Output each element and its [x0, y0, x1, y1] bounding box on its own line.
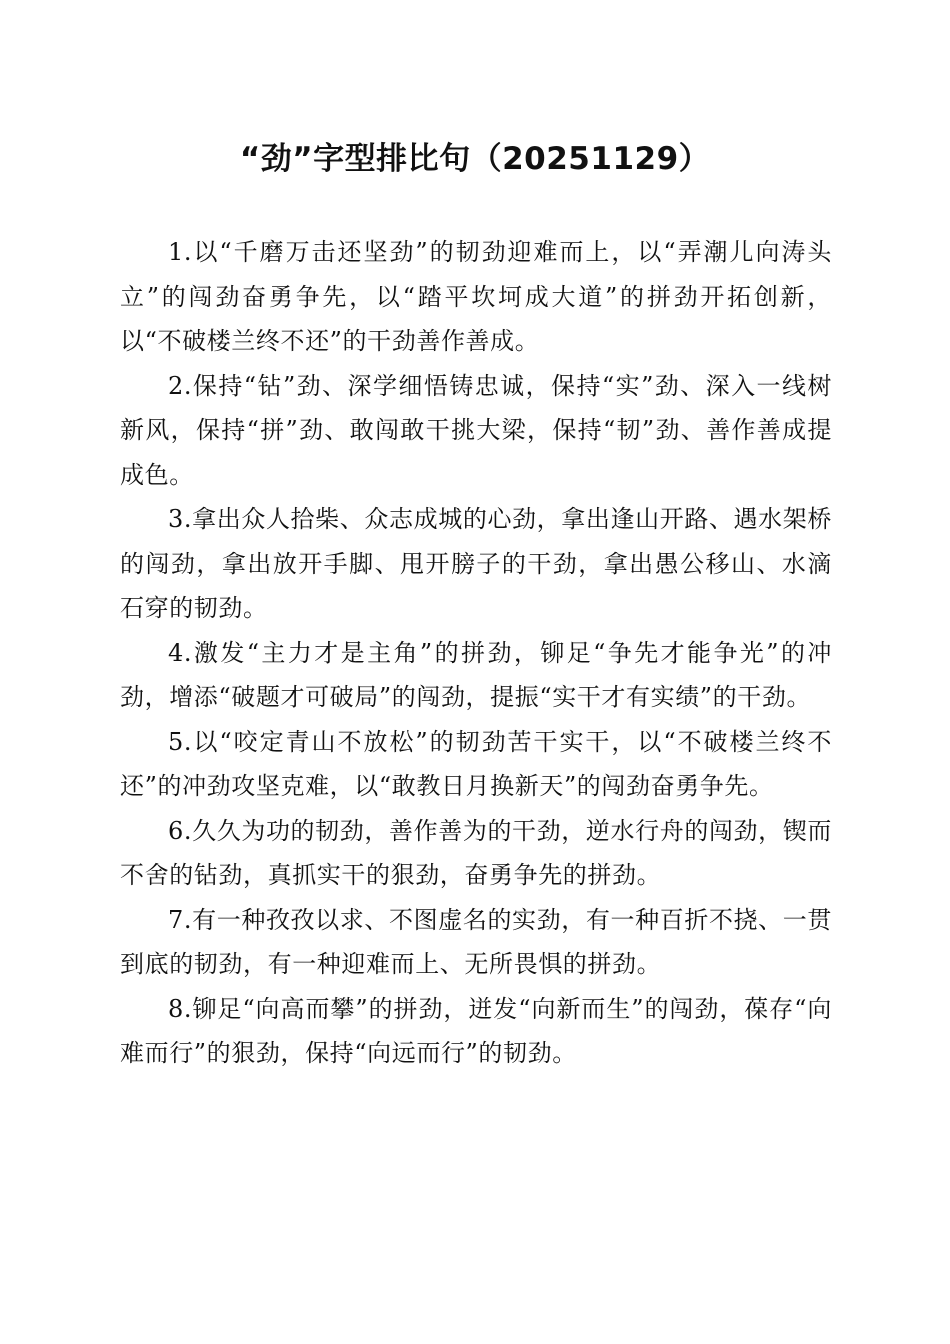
paragraph-2: 2.保持“钻”劲、深学细悟铸忠诚，保持“实”劲、深入一线树新风，保持“拼”劲、敢闯敢干挑大梁，保持“韧”劲、善作善成提成色。 — [120, 371, 832, 489]
paragraph-3: 3.拿出众人拾柴、众志成城的心劲，拿出逢山开路、遇水架桥的闯劲，拿出放开手脚、甩开膀子的干劲，拿出愚公移山、水滴石穿的韧劲。 — [120, 505, 832, 622]
paragraph-1: 1.以“千磨万击还坚劲”的韧劲迎难而上，以“弄潮儿向涛头立”的闯劲奋勇争先，以“踏平坎坷成大道”的拼劲开拓创新，以“不破楼兰终不还”的干劲善作善成。 — [120, 238, 832, 355]
paragraph-6: 6.久久为功的韧劲，善作善为的干劲，逆水行舟的闯劲，锲而不舍的钻劲，真抓实干的狠劲，奋勇争先的拼劲。 — [120, 816, 832, 889]
paragraph-4: 4.激发“主力才是主角”的拼劲，铆足“争先才能争光”的冲劲，增添“破题才可破局”的闯劲，提振“实干才有实绩”的干劲。 — [120, 638, 832, 711]
document-title: “劲”字型排比句（20251129） — [239, 141, 711, 177]
paragraph-7: 7.有一种孜孜以求、不图虚名的实劲，有一种百折不挠、一贯到底的韧劲，有一种迎难而上、无所畏惧的拼劲。 — [120, 905, 832, 978]
document-body — [120, 230, 832, 1076]
paragraph-5: 5.以“咬定青山不放松”的韧劲苦干实干，以“不破楼兰终不还”的冲劲攻坚克难，以“敢教日月换新天”的闯劲奋勇争先。 — [120, 727, 832, 800]
paragraph-8: 8.铆足“向高而攀”的拼劲，迸发“向新而生”的闯劲，葆存“向难而行”的狠劲，保持“向远而行”的韧劲。 — [120, 994, 832, 1067]
